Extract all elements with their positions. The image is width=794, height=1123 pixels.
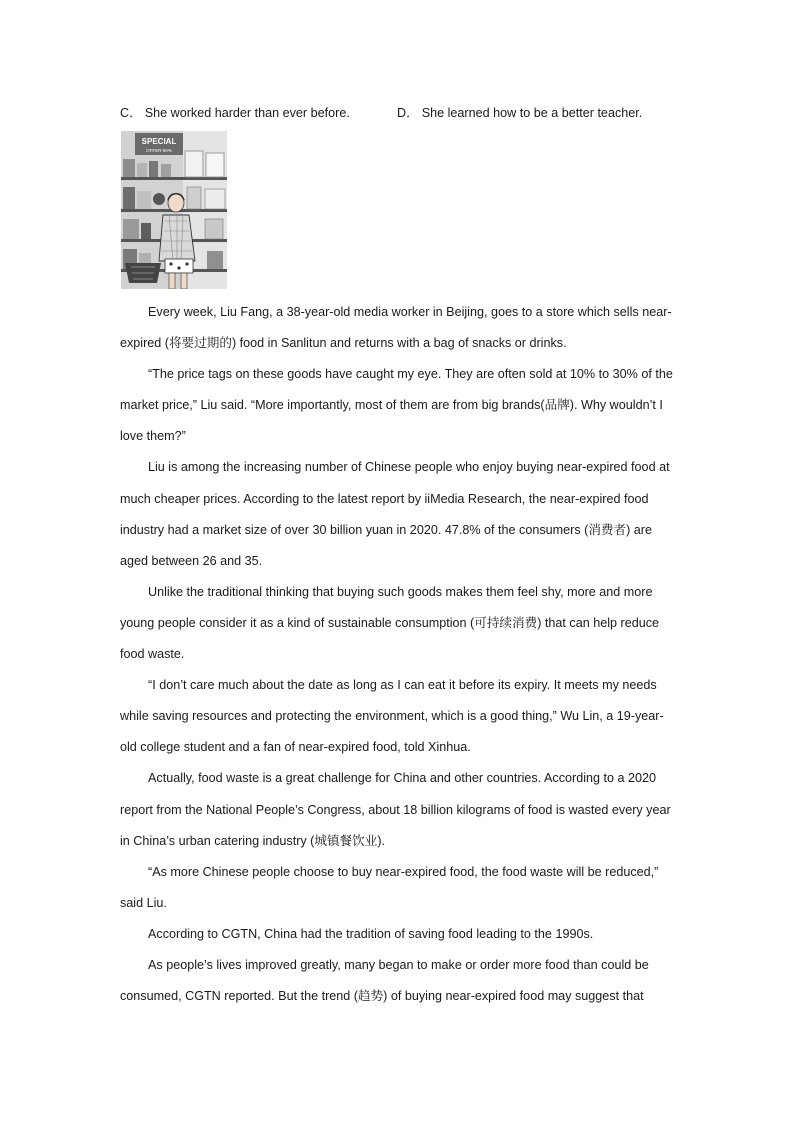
- paragraph-3: Liu is among the increasing number of Chinese people who enjoy buying near-expired food at much cheaper prices. According to the latest report by iiMedia Research, the near-expired food industry had a market size of over 30 billion yuan in 2020. 47.8% of the consumers (消费者) are aged between 26 and 35.: [120, 460, 670, 568]
- paragraph-5: “I don’t care much about the date as long as I can eat it before its expiry. It meets my needs while saving resources and protecting the environment, which is a good thing,” Wu Lin, a 19-year-old college student and a fan of near-expired food, told Xinhua.: [120, 678, 664, 755]
- option-d-text: She learned how to be a better teacher.: [421, 106, 643, 120]
- answer-options: [120, 102, 680, 122]
- option-d: [397, 102, 642, 121]
- sign-text-2: OFFER-50%: [146, 148, 172, 153]
- paragraph-8: According to CGTN, China had the tradition of saving food leading to the 1990s.: [148, 926, 594, 941]
- paragraph-9: As people’s lives improved greatly, many began to make or order more food than could be consumed, CGTN reported. But the trend (趋势) of buying near-expired food may suggest that: [120, 957, 649, 1004]
- sign-text-1: SPECIAL: [141, 137, 177, 146]
- paragraph-2: “The price tags on these goods have caught my eye. They are often sold at 10% to 30% of the market price,” Liu said. “More importantly, most of them are from big brands(品牌). Why wouldn’t I love them?”: [120, 367, 673, 444]
- article-body: [120, 297, 676, 1012]
- option-c-letter: C．: [120, 106, 142, 120]
- option-c-text: She worked harder than ever before.: [144, 106, 350, 120]
- paragraph-6: Actually, food waste is a great challenge for China and other countries. According to a 2020 report from the National People’s Congress, about 18 billion kilograms of food is wasted every year in China’s urban catering industry (城镇餐饮业).: [120, 771, 671, 848]
- paragraph-1: Every week, Liu Fang, a 38-year-old media worker in Beijing, goes to a store which sells near-expired (将要过期的) food in Sanlitun and returns with a bag of snacks or drinks.: [120, 305, 672, 351]
- option-d-letter: D．: [397, 106, 419, 120]
- shopping-illustration: [121, 131, 227, 289]
- paragraph-7: “As more Chinese people choose to buy near-expired food, the food waste will be reduced,” said Liu.: [120, 864, 659, 910]
- paragraph-4: Unlike the traditional thinking that buying such goods makes them feel shy, more and more young people consider it as a kind of sustainable consumption (可持续消费) that can help reduce food waste.: [120, 584, 660, 662]
- option-c: [120, 102, 350, 121]
